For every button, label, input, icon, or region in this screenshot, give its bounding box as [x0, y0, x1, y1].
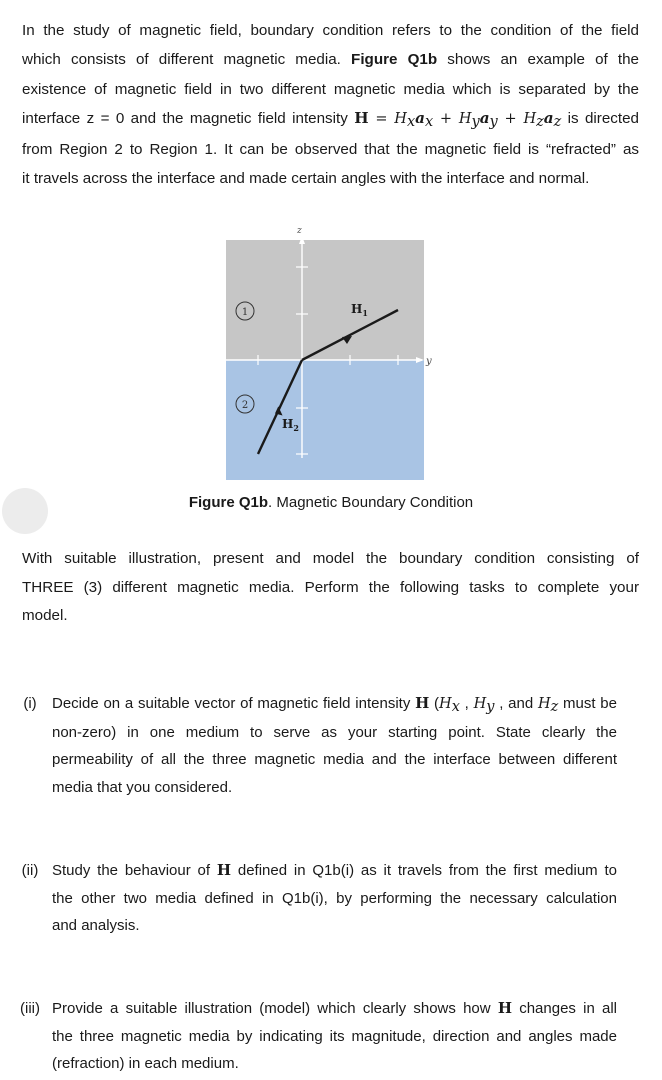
intro-line: interface z = 0 and the magnetic field intensity $H = H_xa_x + H_ya_y + H_za_z$ is directed [22, 109, 639, 131]
intro-paragraph [22, 16, 639, 193]
h2-label: $H_2$ [282, 417, 299, 433]
task-line: THREE (3) different magnetic media. Perform the following tasks to complete your [22, 578, 639, 596]
region-2-label: 2 [241, 400, 249, 411]
intro-line: existence of magnetic field in two different magnetic media which is separated by the [22, 80, 639, 98]
figure-caption: Figure Q1b. Magnetic Boundary Condition [188, 494, 474, 511]
item-line: Provide a suitable illustration (model) which clearly shows how H changes in all [52, 999, 617, 1017]
boundary-figure [226, 222, 432, 480]
intro-line: it travels across the interface and made certain angles with the interface and normal. [22, 170, 590, 188]
item-number: (i) [23, 695, 37, 712]
intro-line: from Region 2 to Region 1. It can be observed that the magnetic field is “refracted” as [22, 140, 639, 158]
task-paragraph [22, 545, 639, 631]
figure-reference: Figure Q1b [351, 51, 438, 69]
z-axis-label: z [297, 226, 302, 236]
item-line: (refraction) in each medium. [52, 1055, 239, 1073]
item-line: non-zero) in one medium to serve as your starting point. State clearly the [52, 723, 617, 741]
item-line: media that you considered. [52, 778, 233, 796]
item-line: Study the behaviour of H defined in Q1b(i) as it travels from the first medium to [52, 861, 617, 879]
task-line: With suitable illustration, present and model the boundary condition consisting of [22, 550, 639, 567]
item-line: the other two media defined in Q1b(i), by performing the necessary calculation [52, 889, 617, 907]
field-intensity-equation: $H = H_xa_x + H_ya_y + H_za_z$ [354, 109, 562, 131]
region-2-area [226, 360, 424, 480]
item-number: (iii) [20, 1000, 40, 1017]
h1-label: $H_1$ [351, 302, 368, 318]
intro-line: which consists of different magnetic media. Figure Q1b shows an example of the [22, 51, 639, 69]
item-line: the three magnetic media by indicating its magnitude, direction and angles made [52, 1027, 617, 1045]
item-line: Decide on a suitable vector of magnetic field intensity H ($H_x$ , $H_y$ , and $H_z$ must be [52, 694, 617, 715]
intro-line: In the study of magnetic field, boundary condition refers to the condition of the field [22, 22, 639, 39]
y-axis-label: y [426, 356, 432, 367]
item-line: permeability of all the three magnetic media and the interface between different [52, 751, 617, 769]
item-line: and analysis. [52, 917, 140, 935]
region-1-area [226, 240, 424, 360]
region-1-label: 1 [241, 307, 249, 318]
task-line: model. [22, 607, 68, 624]
item-number: (ii) [21, 862, 39, 879]
